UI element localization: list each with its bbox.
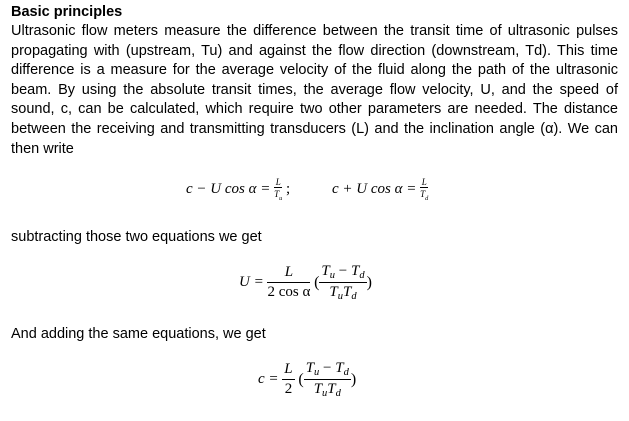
eq2-den-sub: d [425, 195, 429, 202]
eq4-f2-num-b: T [335, 360, 344, 376]
add-sentence: And adding the same equations, we get [11, 326, 266, 342]
intro-paragraph: Ultrasonic flow meters measure the difference between the transit time of ultrasonic pulses propagating with (upstream, Tu) and against the flow direction (downstream, Td). This time difference is a measure for the average velocity of the fluid along the path of the ultrasonic beam. By using the absolute transit times, the average flow velocity, U, and the speed of sound, c, can be calculated, which require two other parameters are needed. The distance between the receiving and transmitting transducers (L) and the inclination angle (α). We can then write [11, 23, 618, 157]
equation-2 [332, 177, 428, 202]
eq3-fraction-2 [319, 263, 366, 302]
eq3-lhs: U = [239, 273, 264, 290]
eq4-f1-denominator: 2 [284, 381, 293, 397]
eq4-lhs: c = [258, 370, 279, 387]
eq3-f2-num-op: − [335, 263, 351, 279]
equation-4 [258, 360, 356, 399]
eq3-right-paren: ) [366, 273, 372, 291]
eq1-den-var: T [274, 189, 280, 199]
eq4-left-paren: ( [298, 370, 304, 388]
eq1-numerator: L [275, 177, 281, 187]
eq4-f2-num-b-sub: d [343, 367, 349, 378]
eq4-f1-numerator: L [282, 361, 294, 380]
eq2-den-var: T [420, 189, 426, 199]
eq1-den-sub: u [279, 195, 283, 202]
eq4-f2-den-b-sub: d [335, 388, 341, 399]
eq3-f1-denominator: 2 cos α [267, 284, 311, 300]
section-heading: Basic principles [11, 4, 123, 20]
eq1-separator: ; [286, 180, 291, 197]
eq3-f2-den-b: T [342, 284, 352, 300]
eq3-f2-num-a: T [321, 263, 330, 279]
eq3-left-paren: ( [314, 273, 320, 291]
eq2-fraction [420, 177, 428, 202]
eq4-f2-num-op: − [319, 360, 336, 376]
eq2-lhs: c + U cos α = [332, 180, 417, 197]
eq4-right-paren: ) [350, 370, 357, 388]
eq4-f2-den-a: T [313, 381, 323, 397]
eq2-numerator: L [421, 177, 427, 187]
eq4-f2-den-b: T [327, 381, 336, 397]
eq3-f2-den-b-sub: d [351, 291, 357, 302]
eq1-lhs: c − U cos α = [186, 180, 271, 197]
eq4-f2-num-a-sub: u [314, 367, 320, 378]
eq3-f2-den-a-sub: u [337, 291, 343, 302]
eq4-fraction-2 [304, 360, 351, 399]
eq3-f1-numerator: L [267, 264, 310, 283]
document-body [11, 3, 618, 159]
equation-1 [186, 177, 290, 202]
eq3-f2-num-b: T [350, 263, 360, 279]
eq4-fraction-1 [282, 361, 294, 398]
subtract-sentence: subtracting those two equations we get [11, 229, 262, 245]
eq3-fraction-1 [267, 264, 310, 301]
eq3-f2-num-a-sub: u [329, 270, 335, 281]
eq3-f2-num-b-sub: d [359, 270, 365, 281]
eq1-fraction [274, 177, 282, 202]
eq4-f2-num-a: T [305, 360, 315, 376]
eq4-f2-den-a-sub: u [322, 388, 328, 399]
eq3-f2-den-a: T [329, 284, 338, 300]
equation-3 [239, 263, 372, 302]
